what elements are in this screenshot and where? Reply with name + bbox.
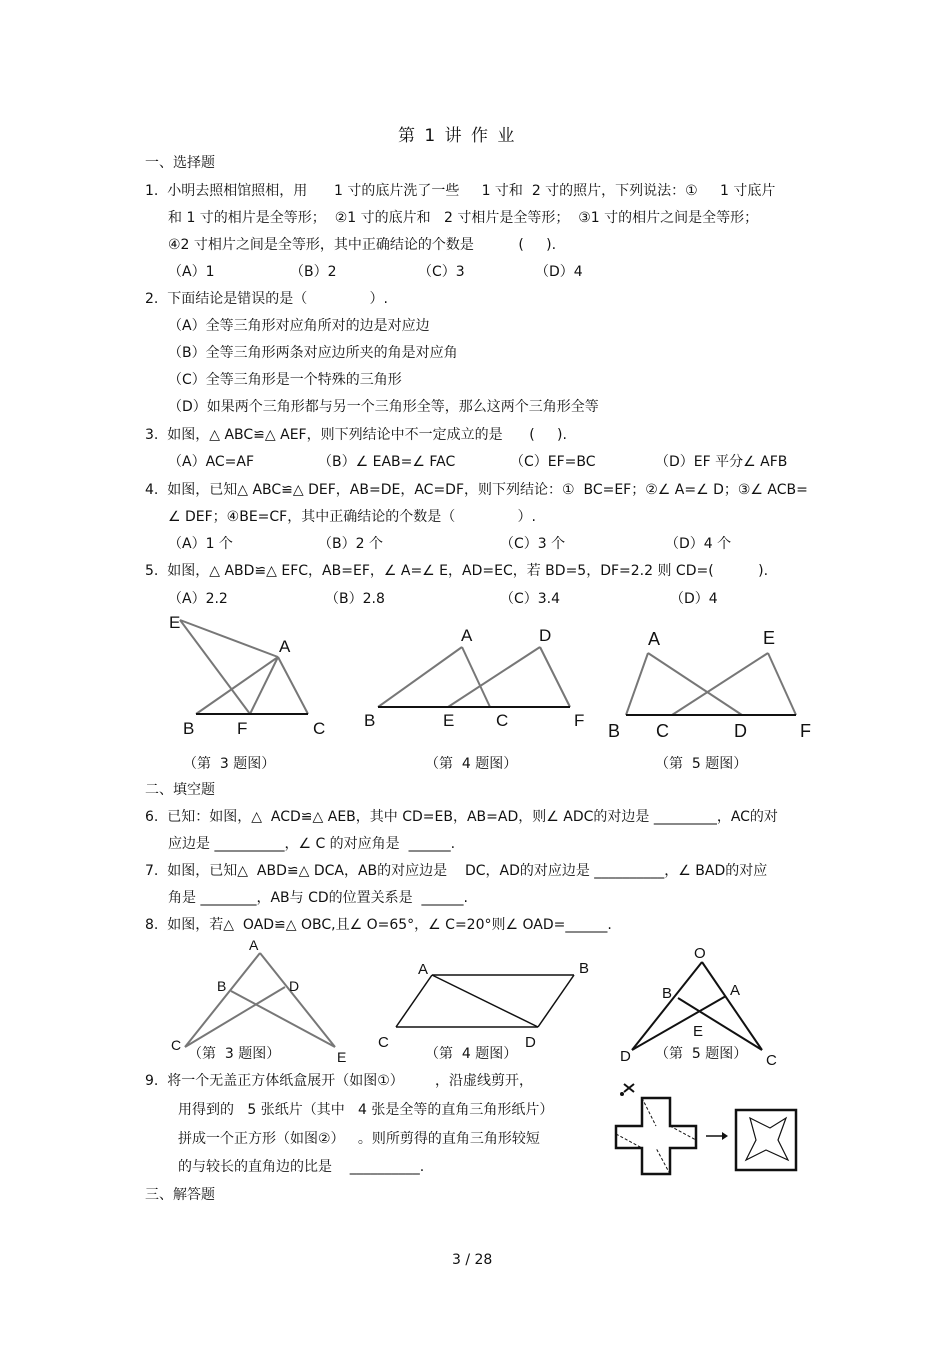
- point-label: A: [648, 629, 661, 649]
- q5-stem: 5. 如图，△ ABD≌△ EFC，AB=EF，∠ A=∠ E，AD=EC，若 BD=5，DF=2.2 则 CD=( ).: [145, 563, 769, 579]
- point-label: A: [249, 937, 259, 953]
- figure-q3-row1: [160, 610, 350, 740]
- q3-option-b: （B）∠ EAB=∠ FAC: [318, 454, 456, 470]
- q5-option-b: （B）2.8: [325, 591, 385, 607]
- cut-line: [616, 1134, 642, 1148]
- star-cut: [746, 1118, 788, 1160]
- figure-q4-row2: [370, 955, 600, 1050]
- q4-line1: 4. 如图，已知△ ABC≌△ DEF，AB=DE，AC=DF，则下列结论：① BC=EF；②∠ A=∠ D；③∠ ACB=: [145, 482, 808, 498]
- point-label: A: [730, 982, 741, 999]
- edge: [432, 975, 538, 1027]
- q7-line1: 7. 如图，已知△ ABD≌△ DCA，AB的对应边是 DC，AD的对应边是 __________，∠ BAD的对应: [145, 863, 768, 879]
- edge: [231, 991, 335, 1047]
- section-heading-fill: 二、填空题: [145, 782, 215, 798]
- page-number: 3 / 28: [452, 1252, 493, 1268]
- point-label: E: [763, 628, 776, 648]
- q9-line1: 9. 将一个无盖正方体纸盒展开（如图①） ，沿虚线剪开，: [145, 1073, 533, 1089]
- cut-line: [656, 1148, 670, 1174]
- point-label: D: [620, 1048, 631, 1065]
- q2-option-d: （D）如果两个三角形都与另一个三角形全等，那么这两个三角形全等: [168, 399, 599, 415]
- edge: [378, 647, 462, 707]
- point-label: A: [418, 961, 429, 978]
- q5-option-d: （D）4: [670, 591, 718, 607]
- point-label: C: [378, 1034, 389, 1050]
- edge: [278, 657, 308, 714]
- point-label: E: [337, 1049, 347, 1065]
- q9-line4: 的与较长的直角边的比是 __________.: [178, 1159, 425, 1175]
- q9-line2: 用得到的 5 张纸片（其中 4 张是全等的直角三角形纸片）: [178, 1102, 554, 1118]
- point-label: C: [313, 719, 326, 738]
- point-label: O: [694, 945, 706, 962]
- edge: [648, 653, 742, 715]
- q4-option-c: （C）3 个: [500, 536, 566, 552]
- point-label: F: [574, 711, 585, 730]
- q4-option-b: （B）2 个: [318, 536, 383, 552]
- edge: [626, 653, 648, 715]
- figure-q9-net-and-square: [610, 1078, 805, 1180]
- q1-line1: 1. 小明去照相馆照相，用 1 寸的底片洗了一些 1 寸和 2 寸的照片，下列说法：① 1 寸底片: [145, 183, 776, 199]
- edge: [185, 987, 285, 1047]
- q1-option-c: （C）3: [418, 264, 465, 280]
- point-label: D: [525, 1034, 536, 1050]
- q4-option-d: （D）4 个: [665, 536, 732, 552]
- figure-q4-row1: [358, 625, 598, 735]
- point-label: F: [800, 721, 811, 741]
- point-label: B: [662, 985, 673, 1002]
- q1-option-d: （D）4: [535, 264, 583, 280]
- point-label: A: [461, 626, 473, 645]
- q2-option-c: （C）全等三角形是一个特殊的三角形: [168, 372, 402, 388]
- edge: [632, 996, 726, 1050]
- section-heading-choice: 一、选择题: [145, 155, 215, 171]
- q3-option-a: （A）AC=AF: [168, 454, 255, 470]
- cut-line: [670, 1126, 696, 1140]
- figure-q3-caption: （第 3 题图）: [183, 756, 276, 772]
- edge: [448, 647, 540, 707]
- figure-q3-caption-2: （第 3 题图）: [188, 1046, 281, 1062]
- point-label: E: [693, 1023, 704, 1040]
- figure-q4-caption-2: （第 4 题图）: [425, 1046, 518, 1062]
- figure-q5-caption: （第 5 题图）: [655, 756, 748, 772]
- scissors-icon: [620, 1092, 624, 1096]
- q6-line2: 应边是 __________，∠ C 的对应角是 ______.: [168, 836, 456, 852]
- point-label: B: [217, 978, 227, 994]
- q1-option-a: （A）1: [168, 264, 215, 280]
- point-label: B: [183, 719, 195, 738]
- figure-q5-caption-2: （第 5 题图）: [655, 1046, 748, 1062]
- edge: [702, 962, 762, 1050]
- edge: [396, 975, 432, 1027]
- q4-line2: ∠ DEF；④BE=CF，其中正确结论的个数是（ ）.: [168, 509, 536, 525]
- arrow-icon: [722, 1132, 728, 1140]
- point-label: A: [279, 637, 291, 656]
- edge: [196, 657, 278, 714]
- q2-option-b: （B）全等三角形两条对应边所夹的角是对应角: [168, 345, 458, 361]
- q3-stem: 3. 如图，△ ABC≌△ AEF，则下列结论中不一定成立的是 ( ).: [145, 427, 567, 443]
- cut-line: [642, 1098, 656, 1126]
- point-label: E: [169, 613, 181, 632]
- edge: [540, 647, 570, 707]
- figure-q5-row1: [600, 625, 825, 745]
- point-label: C: [766, 1052, 777, 1069]
- q6-line1: 6. 已知：如图，△ ACD≌△ AEB，其中 CD=EB，AB=AD，则∠ ADC的对边是 _________，AC的对: [145, 809, 778, 825]
- point-label: B: [364, 711, 376, 730]
- edge: [462, 647, 490, 707]
- q4-option-a: （A）1 个: [168, 536, 233, 552]
- edge: [260, 953, 335, 1047]
- q5-option-c: （C）3.4: [500, 591, 561, 607]
- q1-line3: ④2 寸相片之间是全等形，其中正确结论的个数是 ( ).: [168, 237, 557, 253]
- q1-option-b: （B）2: [290, 264, 337, 280]
- edge: [672, 653, 768, 715]
- q2-option-a: （A）全等三角形对应角所对的边是对应边: [168, 318, 430, 334]
- point-label: C: [656, 721, 669, 741]
- point-label: D: [734, 721, 747, 741]
- point-label: D: [539, 626, 552, 645]
- q2-stem: 2. 下面结论是错误的是（ ）.: [145, 291, 389, 307]
- q9-line3: 拼成一个正方形（如图②） 。则所剪得的直角三角形较短: [178, 1131, 540, 1147]
- q3-option-d: （D）EF 平分∠ AFB: [655, 454, 788, 470]
- point-label: B: [579, 960, 590, 977]
- point-label: E: [443, 711, 455, 730]
- q5-option-a: （A）2.2: [168, 591, 228, 607]
- edge: [538, 975, 574, 1027]
- edge: [768, 653, 796, 715]
- q7-line2: 角是 ________，AB与 CD的位置关系是 ______.: [168, 890, 468, 906]
- scissors-icon: [624, 1084, 634, 1092]
- point-label: B: [608, 721, 621, 741]
- page-title: 第 1 讲 作 业: [398, 126, 517, 146]
- section-heading-answer: 三、解答题: [145, 1187, 215, 1203]
- figure-q4-caption: （第 4 题图）: [425, 756, 518, 772]
- q1-line2: 和 1 寸的相片是全等形； ②1 寸的底片和 2 寸相片是全等形； ③1 寸的相片之间是全等形；: [168, 210, 759, 226]
- point-label: F: [237, 719, 248, 738]
- point-label: D: [289, 978, 300, 994]
- q8-line1: 8. 如图，若△ OAD≌△ OBC,且∠ O=65°，∠ C=20°则∠ OAD=______.: [145, 917, 612, 933]
- point-label: C: [496, 711, 509, 730]
- q3-option-c: （C）EF=BC: [510, 454, 596, 470]
- point-label: C: [171, 1037, 182, 1053]
- cube-net-outline: [616, 1098, 696, 1174]
